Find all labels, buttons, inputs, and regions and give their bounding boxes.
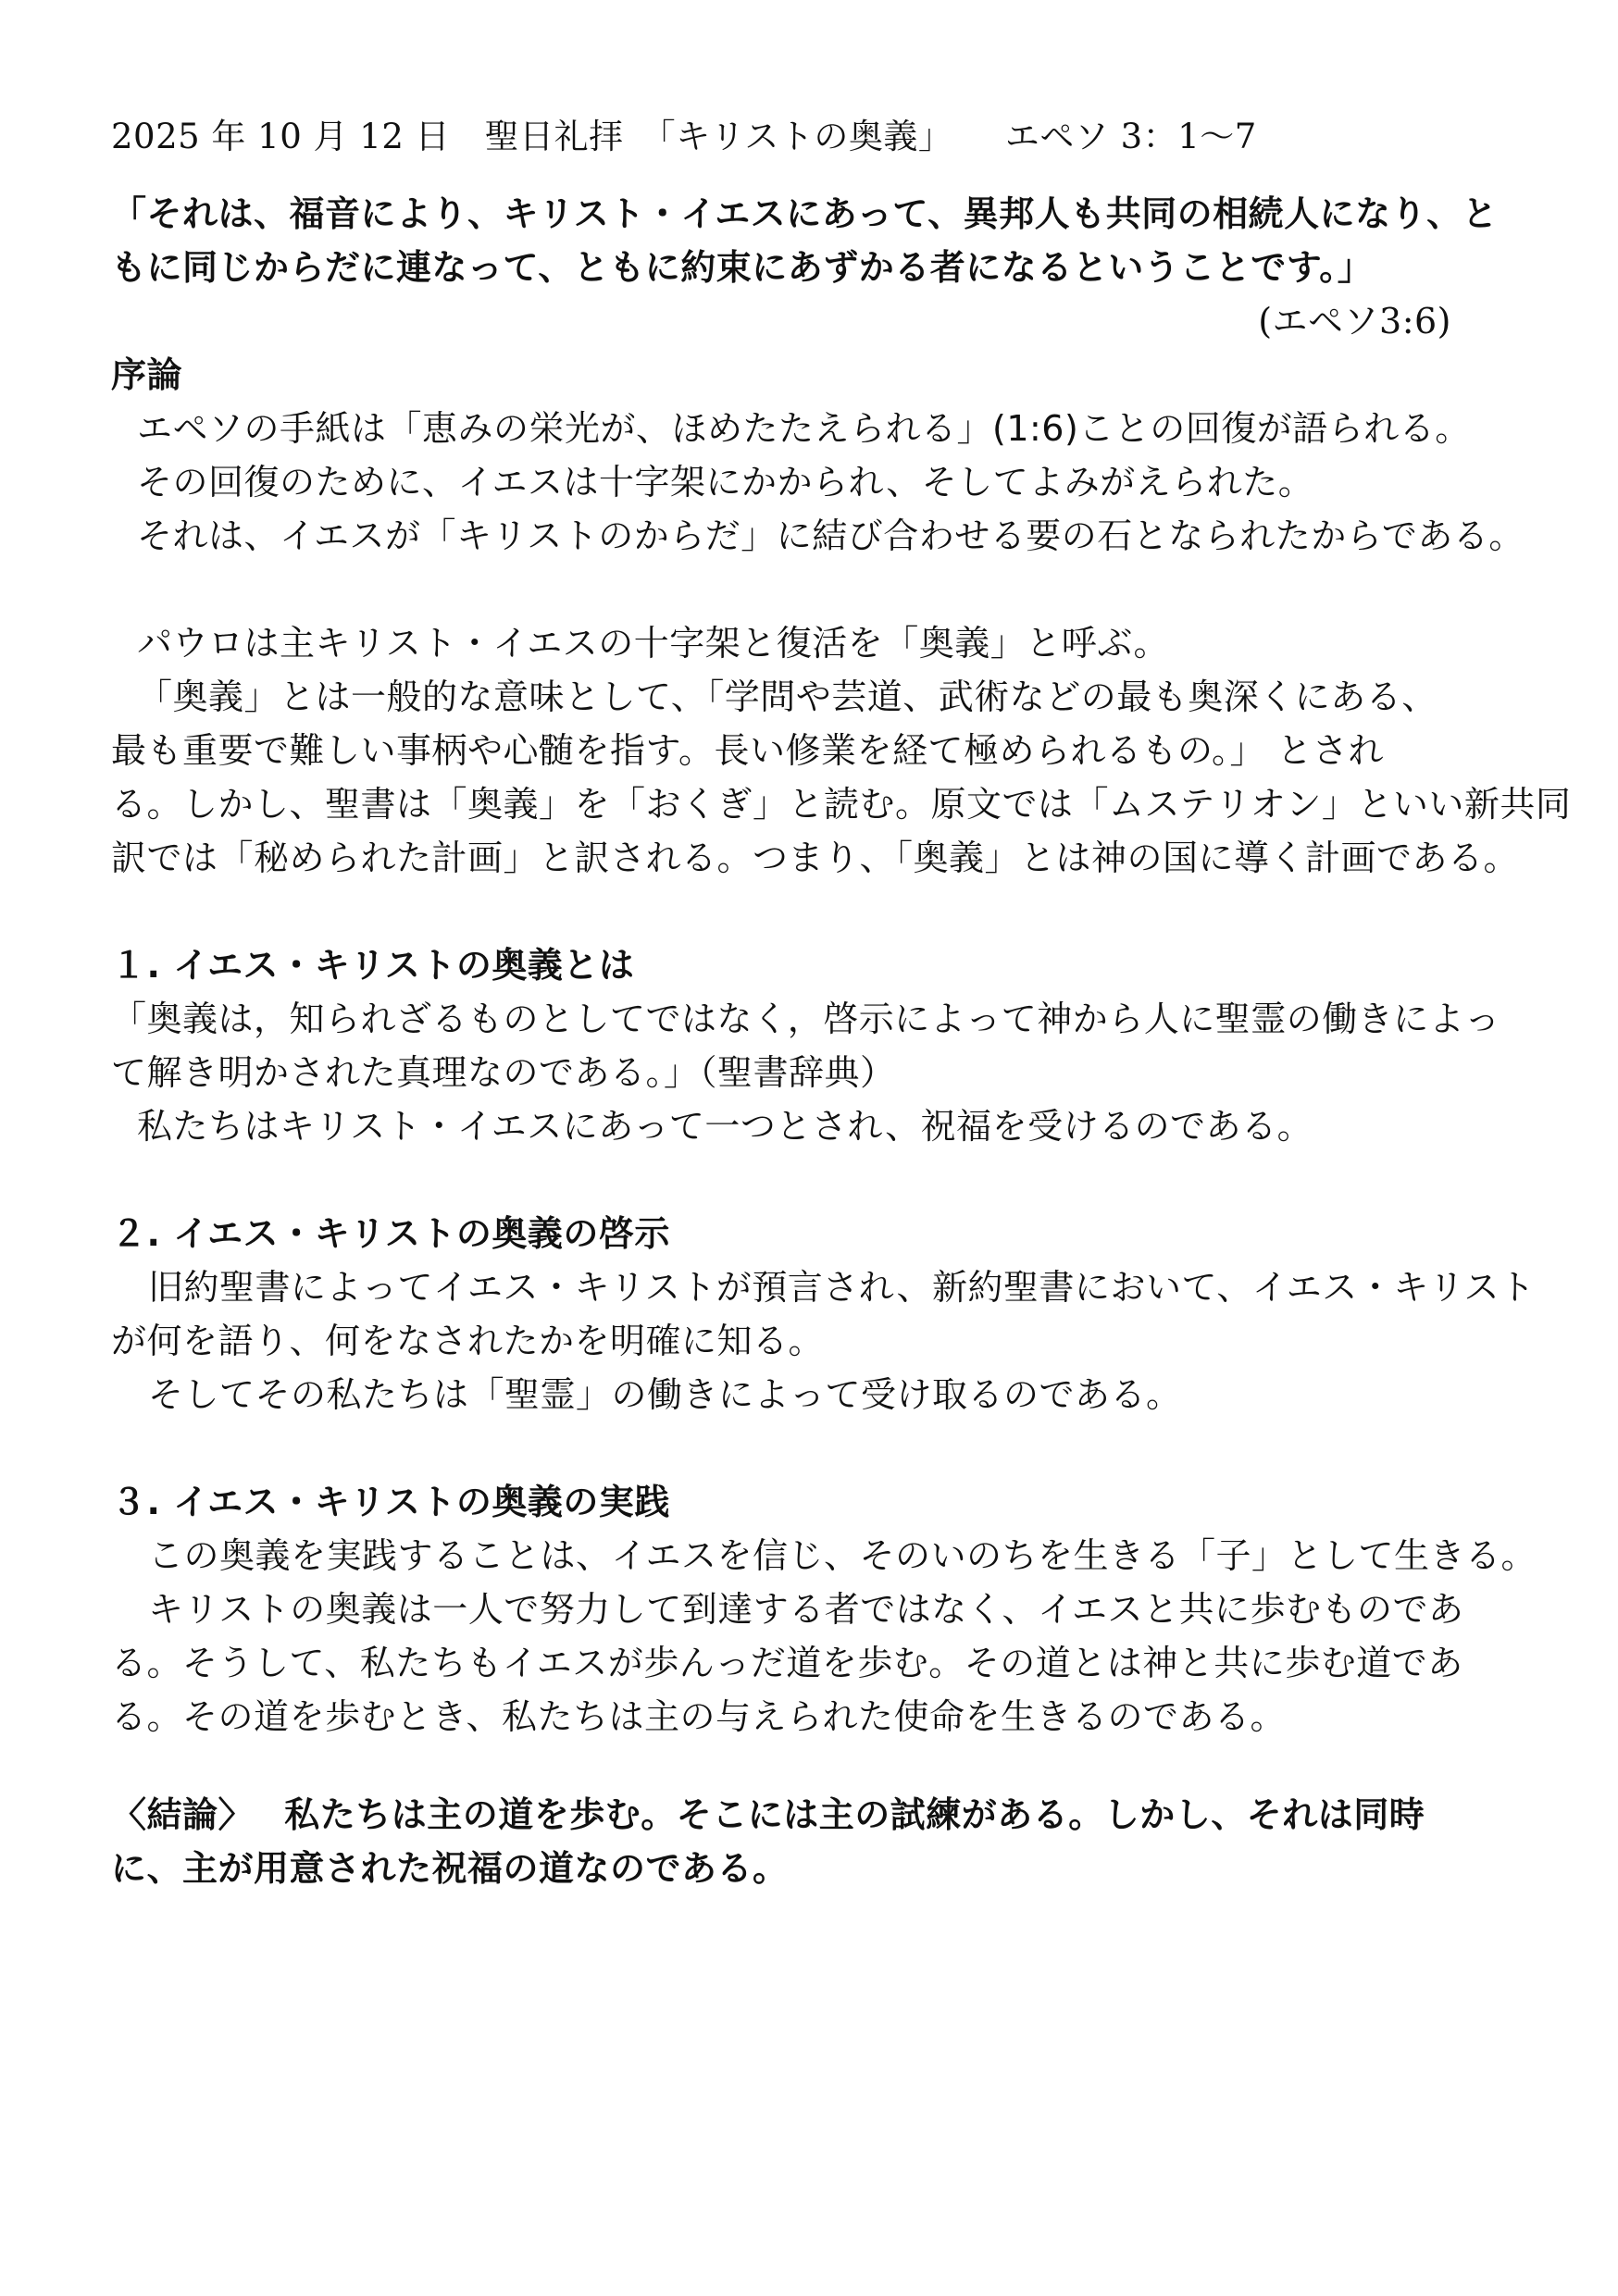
section2-line: そしてその私たちは「聖霊」の働きによって受け取るのである。: [148, 1374, 1182, 1415]
intro-line: る。しかし、聖書は「奥義」を「おくぎ」と読む。原文では「ムステリオン」といい新共同: [111, 784, 1572, 825]
section2-heading: ２. イエス・キリストの奥義の啓示: [111, 1213, 670, 1254]
section3-line: キリストの奥義は一人で努力して到達する者ではなく、イエスと共に歩むものであ: [148, 1589, 1464, 1630]
section1-line: て解き明かされた真理なのである。」（聖書辞典）: [111, 1052, 896, 1093]
key-verse-line: 「それは、福音により、キリスト・イエスにあって、異邦人も共同の相続人になり、と: [111, 193, 1499, 234]
verse-reference: (エペソ3:6): [1258, 301, 1451, 341]
intro-line: エペソの手紙は「恵みの栄光が、ほめたたえられる」(1:6)ことの回復が語られる。: [137, 408, 1471, 449]
conclusion-line: に、主が用意された祝福の道なのである。: [111, 1848, 789, 1889]
section3-line: この奥義を実践することは、イエスを信じ、そのいのちを生きる「子」として生きる。: [148, 1535, 1537, 1576]
key-verse-line: もに同じからだに連なって、ともに約束にあずかる者になるということです。」: [111, 247, 1374, 288]
section3-line: る。そうして、私たちもイエスが歩んっだ道を歩む。その道とは神と共に歩む道であ: [111, 1643, 1463, 1683]
sermon-notes-page: [111, 109, 1572, 1895]
section2-line: が何を語り、何をなされたかを明確に知る。: [111, 1321, 825, 1361]
intro-line: それは、イエスが「キリストのからだ」に結び合わせる要の石となられたからである。: [137, 515, 1525, 556]
intro-line: 「奥義」とは一般的な意味として、「学問や芸道、武術などの最も奥深くにある、: [137, 676, 1438, 717]
section1-line: 私たちはキリスト・イエスにあって一つとされ、祝福を受けるのである。: [137, 1106, 1313, 1147]
intro-line: その回復のために、イエスは十字架にかかられ、そしてよみがえられた。: [137, 462, 1314, 503]
conclusion-line: 〈結論〉 私たちは主の道を歩む。そこには主の試練がある。しかし、それは同時: [111, 1794, 1425, 1835]
section1-heading: １. イエス・キリストの奥義とは: [111, 945, 635, 986]
section3-heading: ３. イエス・キリストの奥義の実践: [111, 1482, 670, 1522]
section2-line: 旧約聖書によってイエス・キリストが預言され、新約聖書において、イエス・キリスト: [148, 1267, 1536, 1308]
sermon-header: 2025 年 10 月 12 日 聖日礼拝 「キリストの奥義」 エペソ 3：1～7: [111, 117, 1257, 156]
section1-line: 「奥義は，知られざるものとしてではなく，啓示によって神から人に聖霊の働きによっ: [111, 999, 1500, 1039]
intro-line: 最も重要で難しい事柄や心髄を指す。長い修業を経て極められるもの。」 とされ: [111, 730, 1385, 771]
intro-line: 訳では「秘められた計画」と訳される。つまり、「奥義」とは神の国に導く計画である。: [111, 838, 1520, 878]
section3-line: る。その道を歩むとき、私たちは主の与えられた使命を生きるのである。: [111, 1696, 1286, 1737]
intro-line: パウロは主キリスト・イエスの十字架と復活を「奥義」と呼ぶ。: [137, 623, 1169, 664]
intro-heading: 序論: [111, 354, 183, 395]
